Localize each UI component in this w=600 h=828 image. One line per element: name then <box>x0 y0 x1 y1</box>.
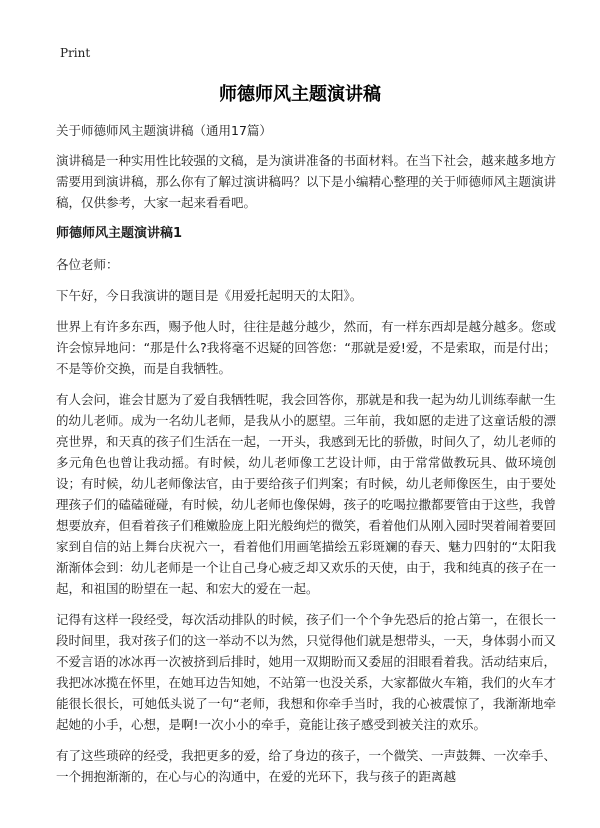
print-link[interactable]: Print <box>60 46 91 60</box>
body-paragraph: 记得有这样一段经受，每次活动排队的时候，孩子们一个个争先恐后的抢占第一，在很长一段时间里，我对孩子们的这一举动不以为然，只觉得他们就是想带头，一天，身体弱小而又不爱言语的冰冰再一次被挤到后排时，她用一双期盼而又委屈的泪眼看着我。活动结束后，我把冰冰揽在怀里，在她耳边告知她，不站第一也没关系，大家都做火车箱，我们的火车才能很长很长，可她低头说了一句“老师，我想和你牵手当时，我的心被震惊了，我渐渐地牵起她的小手，心想，是啊!一次小小的牵手，竟能让孩子感受到被关注的欢乐。 <box>56 612 557 732</box>
salutation-paragraph: 各位老师： <box>56 257 119 272</box>
article-body <box>56 150 556 797</box>
body-paragraph: 世界上有许多东西，赐予他人时，往往是越分越少，然而，有一样东西却是越分越多。您或许会惊异地问：“那是什么?我将毫不迟疑的回答您：“那就是爱!爱，不是索取，而是付出；不是等价交换，而是自我牺牲。 <box>56 319 557 376</box>
body-paragraph: 有人会问，谁会甘愿为了爱自我牺牲呢，我会回答你，那就是和我一起为幼儿训练奉献一生的幼儿老师。成为一名幼儿老师，是我从小的愿望。三年前，我如愿的走进了这童话般的漂亮世界，和天真的孩子们生活在一起，一开头，我感到无比的骄傲，时间久了，幼儿老师的多元角色也曾让我动摇。有时候，幼儿老师像工艺设计师，由于常常做教玩具、做环境创设；有时候，幼儿老师像法官，由于要给孩子们判案；有时候，幼儿老师像医生，由于要处理孩子们的磕磕碰碰，有时候，幼儿老师也像保姆，孩子的吃喝拉撒都要管由于这些，我曾想要放弃，但看着孩子们稚嫩脸庞上阳光般绚烂的微笑，看着他们从刚入园时哭着闹着要回家到自信的站上舞台庆祝六一，看着他们用画笔描绘五彩斑斓的春天、魅力四射的“太阳我渐渐体会到：幼儿老师是一个让自己身心疲乏却又欢乐的天使，由于，我和纯真的孩子在一起，和祖国的盼望在一起、和宏大的爱在一起。 <box>56 392 557 596</box>
intro-paragraph: 演讲稿是一种实用性比较强的文稿，是为演讲准备的书面材料。在当下社会，越来越多地方需要用到演讲稿，那么你有了解过演讲稿吗？以下是小编精心整理的关于师德师风主题演讲稿，仅供参考，大家一起来看看吧。 <box>56 153 557 210</box>
body-paragraph: 有了这些琐碎的经受，我把更多的爱，给了身边的孩子，一个微笑、一声鼓舞、一次牵手、一个拥抱渐渐的，在心与心的沟通中，在爱的光环下，我与孩子的距离越 <box>56 748 557 784</box>
page-title: 师德师风主题演讲稿 <box>219 84 381 105</box>
subtitle: 关于师德师风主题演讲稿（通用17篇） <box>56 123 272 138</box>
greeting-paragraph: 下午好，今日我演讲的题目是《用爱托起明天的太阳》。 <box>56 288 363 303</box>
section-title: 师德师风主题演讲稿1 <box>56 226 183 241</box>
